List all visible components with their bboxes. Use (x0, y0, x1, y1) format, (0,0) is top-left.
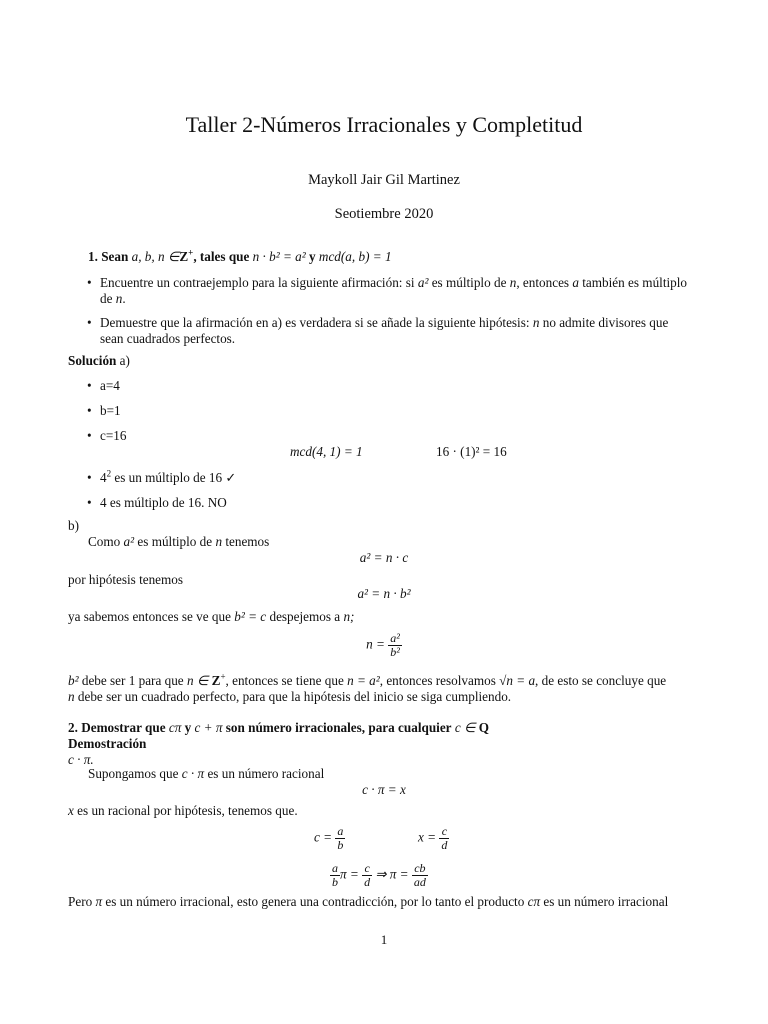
text: es un número racional (207, 766, 325, 781)
math-expr: n (115, 291, 123, 306)
heading-text: y (309, 249, 316, 264)
page-number: 1 (380, 932, 388, 947)
text: de (100, 291, 113, 306)
c-pi-label: c · π. (68, 752, 94, 767)
equation-1: a² = n · c (359, 550, 409, 565)
numerator: cb (412, 862, 428, 876)
math-expr: c · π (181, 766, 205, 781)
equation-cpi: c · π = x (362, 782, 406, 797)
math-expr: √n = a (499, 673, 536, 688)
fraction (412, 862, 428, 889)
heading-text: y (184, 720, 192, 735)
numerator: c (439, 825, 449, 839)
document-date: Seotiembre 2020 (334, 206, 434, 222)
suppose-line (88, 766, 324, 782)
solution-heading (68, 353, 130, 369)
text: , entonces se tiene que (225, 673, 344, 688)
numerator: a (337, 824, 344, 838)
part-b-label: b) (68, 518, 79, 533)
denominator: d (441, 838, 448, 852)
text: es múltiplo de (431, 275, 507, 290)
math-expr: n (509, 275, 517, 290)
math-expr: π (95, 894, 103, 909)
problem-2-heading (68, 720, 489, 736)
math-expr: b² = c (234, 609, 267, 624)
text: despejemos a (269, 609, 341, 624)
problem-number: 2. (68, 720, 78, 735)
problem-1-bullet-2 (100, 315, 705, 347)
text: es un número irracional, esto genera una contradicción, por lo tanto el producto (105, 894, 525, 909)
problem-2-conclusion (68, 894, 708, 910)
math-expr: a (572, 275, 579, 290)
text: es un múltiplo de 16 ✓ (114, 470, 237, 485)
math-expr: c = (314, 829, 333, 845)
author-name: Maykoll Jair Gil Martinez (308, 172, 460, 188)
fraction (388, 632, 402, 659)
math-expr: c ∈ (454, 720, 476, 735)
math-expr: ⇒ π = (375, 866, 409, 882)
text: Supongamos que (88, 766, 179, 781)
math-expr: n (532, 315, 540, 330)
math-expr: x (68, 803, 74, 818)
math-expr: x = (418, 829, 437, 845)
problem-1-bullet-1 (100, 275, 705, 307)
heading-text: Sean (101, 249, 129, 264)
math-expr: a² (417, 275, 429, 290)
math-expr: c + π (194, 720, 223, 735)
fraction (335, 825, 345, 852)
solution-item: • c=16 (100, 428, 126, 444)
denominator: b (332, 875, 338, 889)
equation-mcd: mcd(4, 1) = 1 (290, 444, 363, 459)
math-expr: a, b, n ∈ (131, 249, 180, 264)
text: Pero (68, 894, 93, 909)
math-expr: a² (123, 534, 135, 549)
math-expr: n (68, 689, 75, 704)
numerator: c (362, 862, 372, 876)
text: . (122, 291, 126, 306)
math-expr: n = a² (347, 673, 380, 688)
fraction (362, 862, 372, 889)
math-expr: b² (68, 673, 79, 688)
solution-item: • b=1 (100, 403, 121, 419)
text: ya sabemos entonces se ve que (68, 609, 231, 624)
equation-product: 16 · (1)² = 16 (436, 444, 507, 459)
solution-label: Solución (68, 353, 117, 368)
problem-number: 1. (88, 249, 98, 264)
document-title: Taller 2-Números Irracionales y Completitud (185, 112, 583, 137)
math-expr: n · b² = a² (252, 249, 306, 264)
part-label: a) (119, 353, 130, 368)
denominator: b (337, 838, 344, 852)
text: tenemos (225, 534, 270, 549)
solution-item: • a=4 (100, 378, 120, 394)
text: también es múltiplo (582, 275, 688, 290)
math-expr: mcd(a, b) = 1 (318, 249, 392, 264)
text: Como (88, 534, 121, 549)
problem-1-heading (88, 249, 392, 265)
math-expr: π = (340, 866, 359, 882)
math-expr: n (215, 534, 223, 549)
text: no admite divisores que (542, 315, 669, 330)
math-expr: cπ (527, 894, 541, 909)
heading-text: Demostrar que (81, 720, 166, 735)
set-symbol: Q (478, 720, 490, 735)
text: Encuentre un contraejemplo para la siguiente afirmación: si (100, 275, 415, 290)
denominator: b² (390, 645, 400, 659)
text: , entonces resolvamos (379, 673, 496, 688)
math-expr: n; (343, 609, 355, 624)
equation-2: a² = n · b² (357, 586, 411, 601)
denominator: ad (413, 875, 426, 889)
x-line (68, 803, 298, 819)
text: , entonces (516, 275, 570, 290)
part-b-line1 (88, 534, 269, 550)
math-expr: n ∈ (186, 673, 209, 688)
set-symbol: Z (179, 249, 189, 264)
equation-x (418, 825, 449, 852)
text: es un racional por hipótesis, tenemos que. (77, 803, 298, 818)
numerator: a (332, 861, 338, 875)
solution-item: • 4 es múltiplo de 16. NO (100, 495, 227, 511)
fraction (330, 862, 340, 889)
part-b-line3 (68, 609, 354, 625)
heading-text: son número irracionales, para cualquier (225, 720, 452, 735)
math-expr: cπ (168, 720, 182, 735)
text: debe ser un cuadrado perfecto, para que la hipótesis del inicio se siga cumpliendo. (77, 689, 512, 704)
part-b-conclusion: b² debe ser 1 para que n ∈ Z+, entonces se tiene que n = a², entonces resolvamos √n = a, de esto se concluye que n debe ser un cuadrado perfecto, para que la hipótesis del inicio se siga cumpliendo. (68, 671, 667, 704)
math-expr: n = (366, 636, 385, 652)
text: es múltiplo de (137, 534, 213, 549)
equation-c (314, 825, 345, 852)
superscript: 2 (106, 468, 112, 479)
heading-text: , tales que (193, 249, 250, 264)
text: 4 (100, 470, 107, 485)
text: es un número irracional (543, 894, 669, 909)
solution-item (100, 470, 236, 486)
denominator: d (364, 875, 371, 889)
superscript: + (188, 247, 194, 258)
set-symbol: Z (211, 673, 221, 688)
text: debe ser 1 para que (81, 673, 184, 688)
equation-chain (330, 862, 428, 889)
text: sean cuadrados perfectos. (100, 331, 236, 346)
equation-3 (0, 632, 768, 659)
numerator: a² (390, 631, 400, 645)
demonstration-label: Demostración (68, 736, 147, 751)
fraction (439, 825, 449, 852)
part-b-line2: por hipótesis tenemos (68, 572, 184, 587)
text: Demuestre que la afirmación en a) es verdadera si se añade la siguiente hipótesis: (100, 315, 530, 330)
text: , de esto se concluye que (535, 673, 667, 688)
